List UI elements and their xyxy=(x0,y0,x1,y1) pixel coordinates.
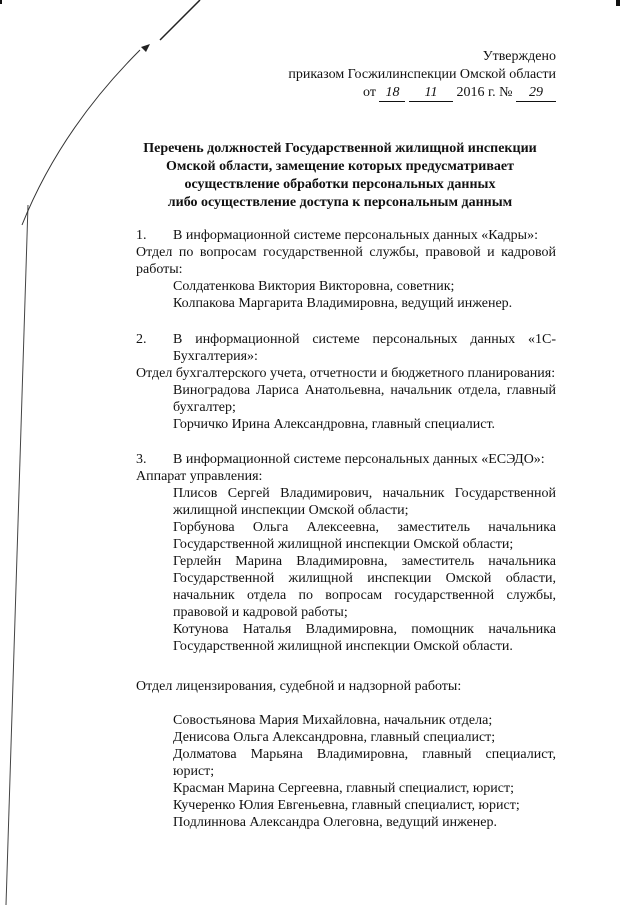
section-1-heading xyxy=(173,227,556,244)
title-line: Омской области, замещение которых предусматривает xyxy=(166,159,514,174)
staff-line: Денисова Ольга Александровна, главный специалист; xyxy=(173,730,496,745)
order-date-line xyxy=(288,84,556,102)
approval-stamp xyxy=(288,48,556,102)
staff-line: Герлейн Марина Владимировна, заместитель начальника xyxy=(173,554,556,569)
staff-line: Совостьянова Мария Михайловна, начальник отдела; xyxy=(173,713,493,728)
staff-line: жилищной инспекции Омской области; xyxy=(173,503,409,518)
section-3-staff-2 xyxy=(136,712,556,831)
staff-line: начальник отдела по вопросам государственной службы, xyxy=(173,588,556,603)
staff-line: Государственной жилищной инспекции Омской области, xyxy=(173,571,556,586)
staff-line: правовой и кадровой работы; xyxy=(173,605,348,620)
section-2-dept-text: Отдел бухгалтерского учета, отчетности и бюджетного планирования: xyxy=(136,366,556,381)
staff-line: Кучеренко Юлия Евгеньевна, главный специалист, юрист; xyxy=(173,798,520,813)
section-3-dept-text: Аппарат управления: xyxy=(136,469,263,484)
approved-label: Утверждено xyxy=(482,49,556,64)
section-3-number: 3. xyxy=(136,452,147,467)
title-line: либо осуществление доступа к персональным данным xyxy=(167,195,513,210)
staff-line: Горбунова Ольга Алексеевна, заместитель начальника xyxy=(173,520,556,535)
section-1-dept xyxy=(136,244,556,278)
scan-line-left xyxy=(6,205,28,905)
date-month: 11 xyxy=(409,84,453,102)
date-day: 18 xyxy=(379,84,405,102)
section-2-heading-line: В информационной системе персональных данных «1С- xyxy=(173,332,556,347)
staff-entry: Горчичко Ирина Александровна, главный специалист. xyxy=(173,417,496,432)
title-line: Перечень должностей Государственной жилищной инспекции xyxy=(143,141,537,156)
order-number: 29 xyxy=(516,84,556,102)
section-1-heading-text: В информационной системе персональных данных «Кадры»: xyxy=(173,228,538,243)
staff-line: Государственной жилищной инспекции Омской области. xyxy=(173,639,513,654)
section-3-heading-text: В информационной системе персональных данных «ЕСЭДО»: xyxy=(173,452,545,467)
date-year: 2016 г. № xyxy=(456,85,513,100)
staff-line: Котунова Наталья Владимировна, помощник начальника xyxy=(173,622,556,637)
staff-line: Плисов Сергей Владимирович, начальник Государственной xyxy=(173,486,556,501)
section-2-dept xyxy=(136,365,566,382)
date-prefix: от xyxy=(363,85,376,100)
section-1-number: 1. xyxy=(136,228,147,243)
scan-line-top xyxy=(160,0,200,40)
order-line: приказом Госжилинспекции Омской области xyxy=(288,67,556,82)
staff-line: юрист; xyxy=(173,764,215,779)
scan-arrow-mark xyxy=(141,44,150,52)
section-3-dept-2 xyxy=(136,678,556,695)
staff-line: Государственной жилищной инспекции Омской области; xyxy=(173,537,514,552)
section-2-number: 2. xyxy=(136,332,147,347)
document-title xyxy=(120,140,560,212)
section-1-staff xyxy=(136,278,556,312)
section-2-heading-line: Бухгалтерия»: xyxy=(173,349,258,364)
scan-edge-mark xyxy=(0,0,2,4)
section-1-dept-line: работы: xyxy=(136,262,183,277)
staff-entry: Виноградова Лариса Анатольевна, начальник отдела, главный xyxy=(173,383,556,398)
staff-entry: Колпакова Маргарита Владимировна, ведущий инженер. xyxy=(173,296,513,311)
section-2-heading xyxy=(173,331,556,365)
section-3-heading xyxy=(173,451,568,468)
section-2-staff xyxy=(136,382,556,433)
scan-corner-mark xyxy=(616,0,620,6)
section-3-dept xyxy=(136,468,556,485)
staff-line: Долматова Марьяна Владимировна, главный специалист, xyxy=(173,747,556,762)
section-3-staff xyxy=(136,485,556,655)
section-3-dept-2-text: Отдел лицензирования, судебной и надзорной работы: xyxy=(136,679,462,694)
title-line: осуществление обработки персональных данных xyxy=(184,177,496,192)
staff-line: Красман Марина Сергеевна, главный специалист, юрист; xyxy=(173,781,515,796)
staff-entry: бухгалтер; xyxy=(173,400,236,415)
staff-entry: Солдатенкова Виктория Викторовна, советник; xyxy=(173,279,455,294)
staff-line: Подлиннова Александра Олеговна, ведущий инженер. xyxy=(173,815,497,830)
section-1-dept-line: Отдел по вопросам государственной службы, правовой и кадровой xyxy=(136,245,556,260)
